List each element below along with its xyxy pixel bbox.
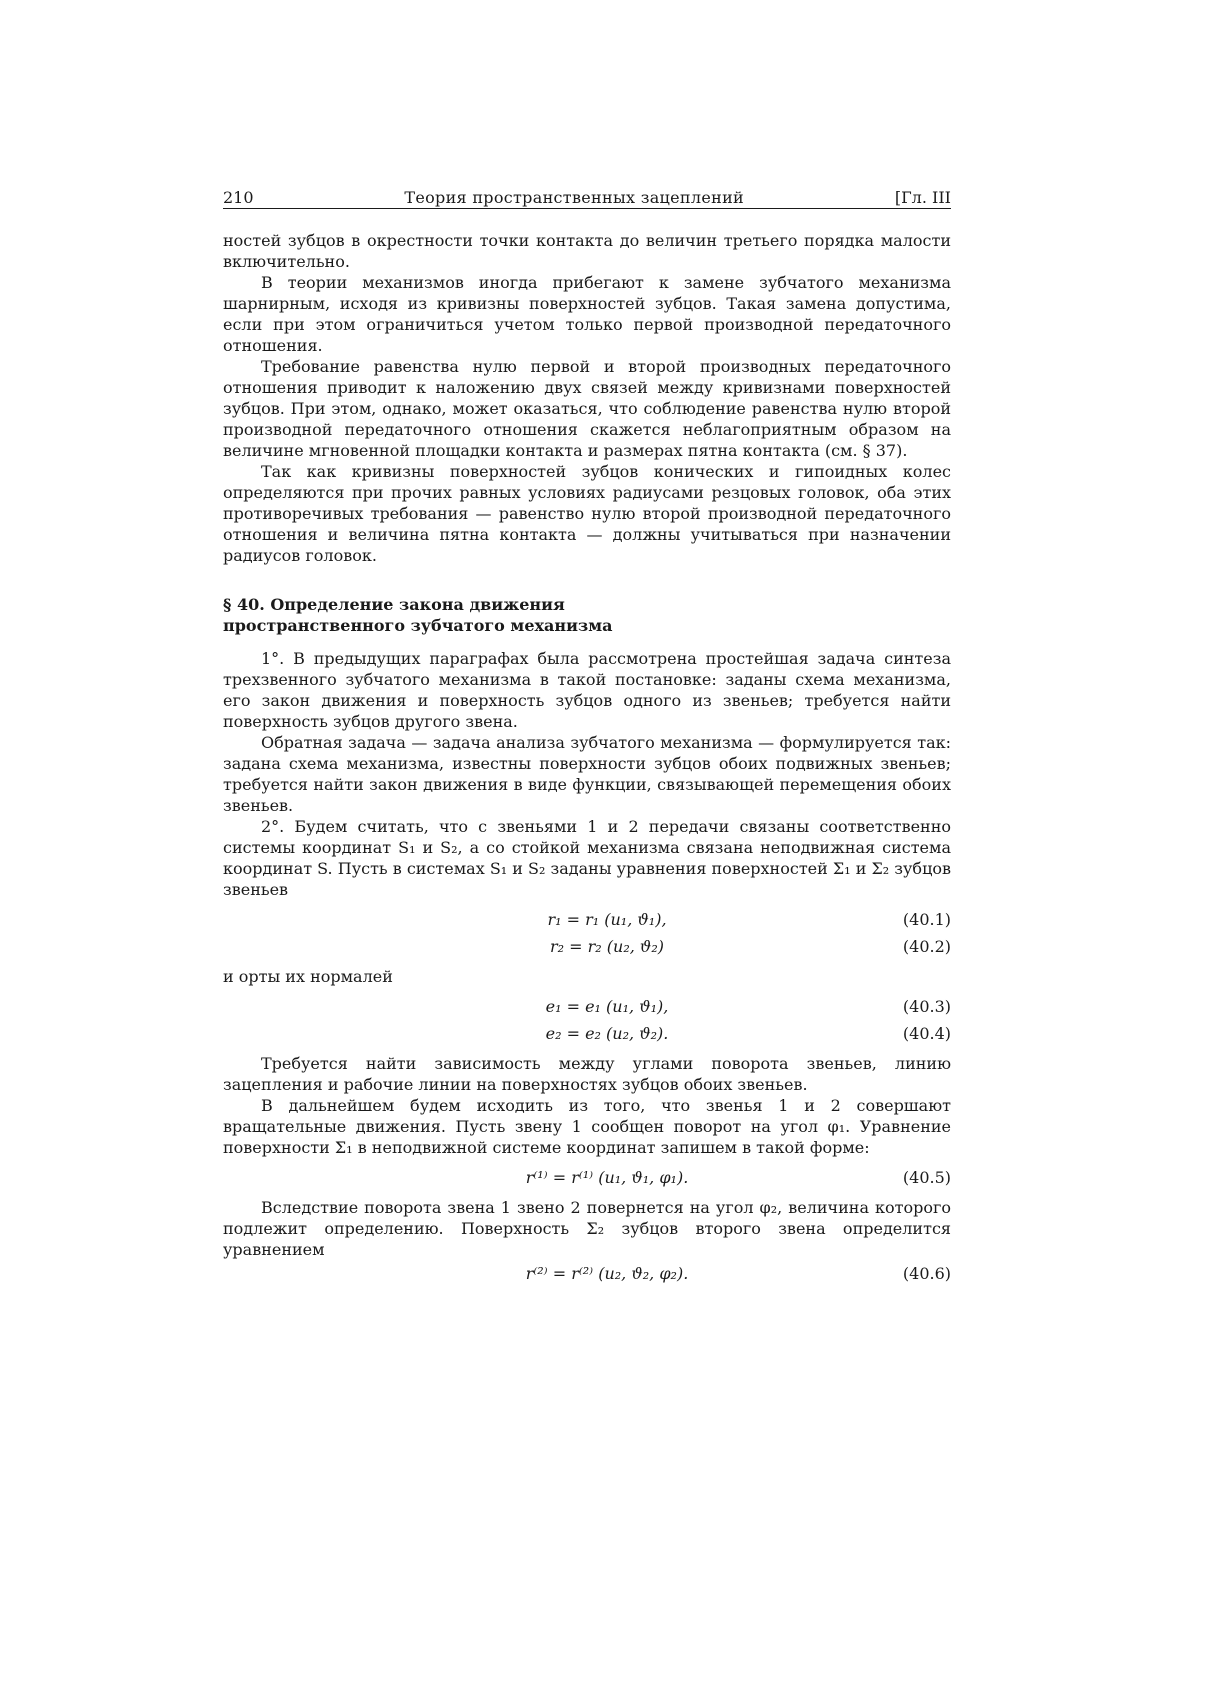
- page-body: [223, 230, 951, 1287]
- paragraph: 1°. В предыдущих параграфах была рассмотрена простейшая задача синтеза трехзвенного зубчатого механизма в такой постановке: заданы схема механизма, его закон движения и поверхность зубцов одного из звеньев; требуется найти поверхность зубцов другого звена.: [223, 649, 951, 731]
- equation-number: (40.4): [902, 1024, 951, 1043]
- section-heading-line: § 40. Определение закона движения: [223, 595, 565, 614]
- paragraph: Так как кривизны поверхностей зубцов конических и гипоидных колес определяются при прочих равных условиях радиусами резцовых головок, оба этих противоречивых требования — равенство нулю второй производной передаточного отношения и величина пятна контакта — должны учитываться при назначении радиусов головок.: [223, 462, 951, 565]
- equation-number: (40.2): [902, 937, 951, 956]
- paragraph: В теории механизмов иногда прибегают к замене зубчатого механизма шарнирным, исходя из кривизны поверхностей зубцов. Такая замена допустима, если при этом ограничиться учетом только первой производной передаточного отношения.: [223, 273, 951, 355]
- paragraph: ностей зубцов в окрестности точки контакта до величин третьего порядка малости включительно.: [223, 231, 951, 271]
- equation-expression: r₁ = r₁ (u₁, ϑ₁),: [547, 910, 667, 929]
- equation-expression: r⁽²⁾ = r⁽²⁾ (u₂, ϑ₂, φ₂).: [525, 1264, 689, 1283]
- paragraph: Требуется найти зависимость между углами поворота звеньев, линию зацепления и рабочие линии на поверхностях зубцов обоих звеньев.: [223, 1054, 951, 1094]
- equation: [223, 906, 951, 933]
- paragraph: и орты их нормалей: [223, 967, 393, 986]
- equation-number: (40.5): [902, 1168, 951, 1187]
- paragraph: 2°. Будем считать, что с звеньями 1 и 2 передачи связаны соответственно системы координат S₁ и S₂, а со стойкой механизма связана неподвижная система координат S. Пусть в системах S₁ и S₂ заданы уравнения поверхностей Σ₁ и Σ₂ зубцов звеньев: [223, 817, 951, 899]
- equation: [223, 1260, 951, 1287]
- running-header: [223, 188, 951, 209]
- equation: [223, 993, 951, 1020]
- equation: [223, 1164, 951, 1191]
- chapter-label: [Гл. III: [894, 188, 951, 207]
- paragraph: Вследствие поворота звена 1 звено 2 повернется на угол φ₂, величина которого подлежит определению. Поверхность Σ₂ зубцов второго звена определится уравнением: [223, 1198, 951, 1259]
- equation: [223, 933, 951, 960]
- paragraph: В дальнейшем будем исходить из того, что звенья 1 и 2 совершают вращательные движения. Пусть звену 1 сообщен поворот на угол φ₁. Уравнение поверхности Σ₁ в неподвижной системе координат запишем в такой форме:: [223, 1096, 951, 1157]
- equation-expression: e₂ = e₂ (u₂, ϑ₂).: [545, 1024, 669, 1043]
- equation-number: (40.3): [902, 997, 951, 1016]
- equation-expression: r⁽¹⁾ = r⁽¹⁾ (u₁, ϑ₁, φ₁).: [525, 1168, 689, 1187]
- paragraph: Обратная задача — задача анализа зубчатого механизма — формулируется так: задана схема механизма, известны поверхности зубцов обоих подвижных звеньев; требуется найти закон движения в виде функции, связывающей перемещения обоих звеньев.: [223, 733, 951, 815]
- page-number: 210: [223, 188, 254, 207]
- equation-expression: r₂ = r₂ (u₂, ϑ₂): [549, 937, 664, 956]
- equation-expression: e₁ = e₁ (u₁, ϑ₁),: [545, 997, 669, 1016]
- equation: [223, 1020, 951, 1047]
- equation-number: (40.6): [902, 1264, 951, 1283]
- equation-number: (40.1): [902, 910, 951, 929]
- section-heading-line: пространственного зубчатого механизма: [223, 616, 613, 635]
- section-heading: [223, 594, 951, 636]
- paragraph: Требование равенства нулю первой и второй производных передаточного отношения приводит к наложению двух связей между кривизнами поверхностей зубцов. При этом, однако, может оказаться, что соблюдение равенства нулю второй производной передаточного отношения скажется неблагоприятным образом на величине мгновенной площадки контакта и размерах пятна контакта (см. § 37).: [223, 357, 951, 460]
- running-title: Теория пространственных зацеплений: [404, 188, 745, 207]
